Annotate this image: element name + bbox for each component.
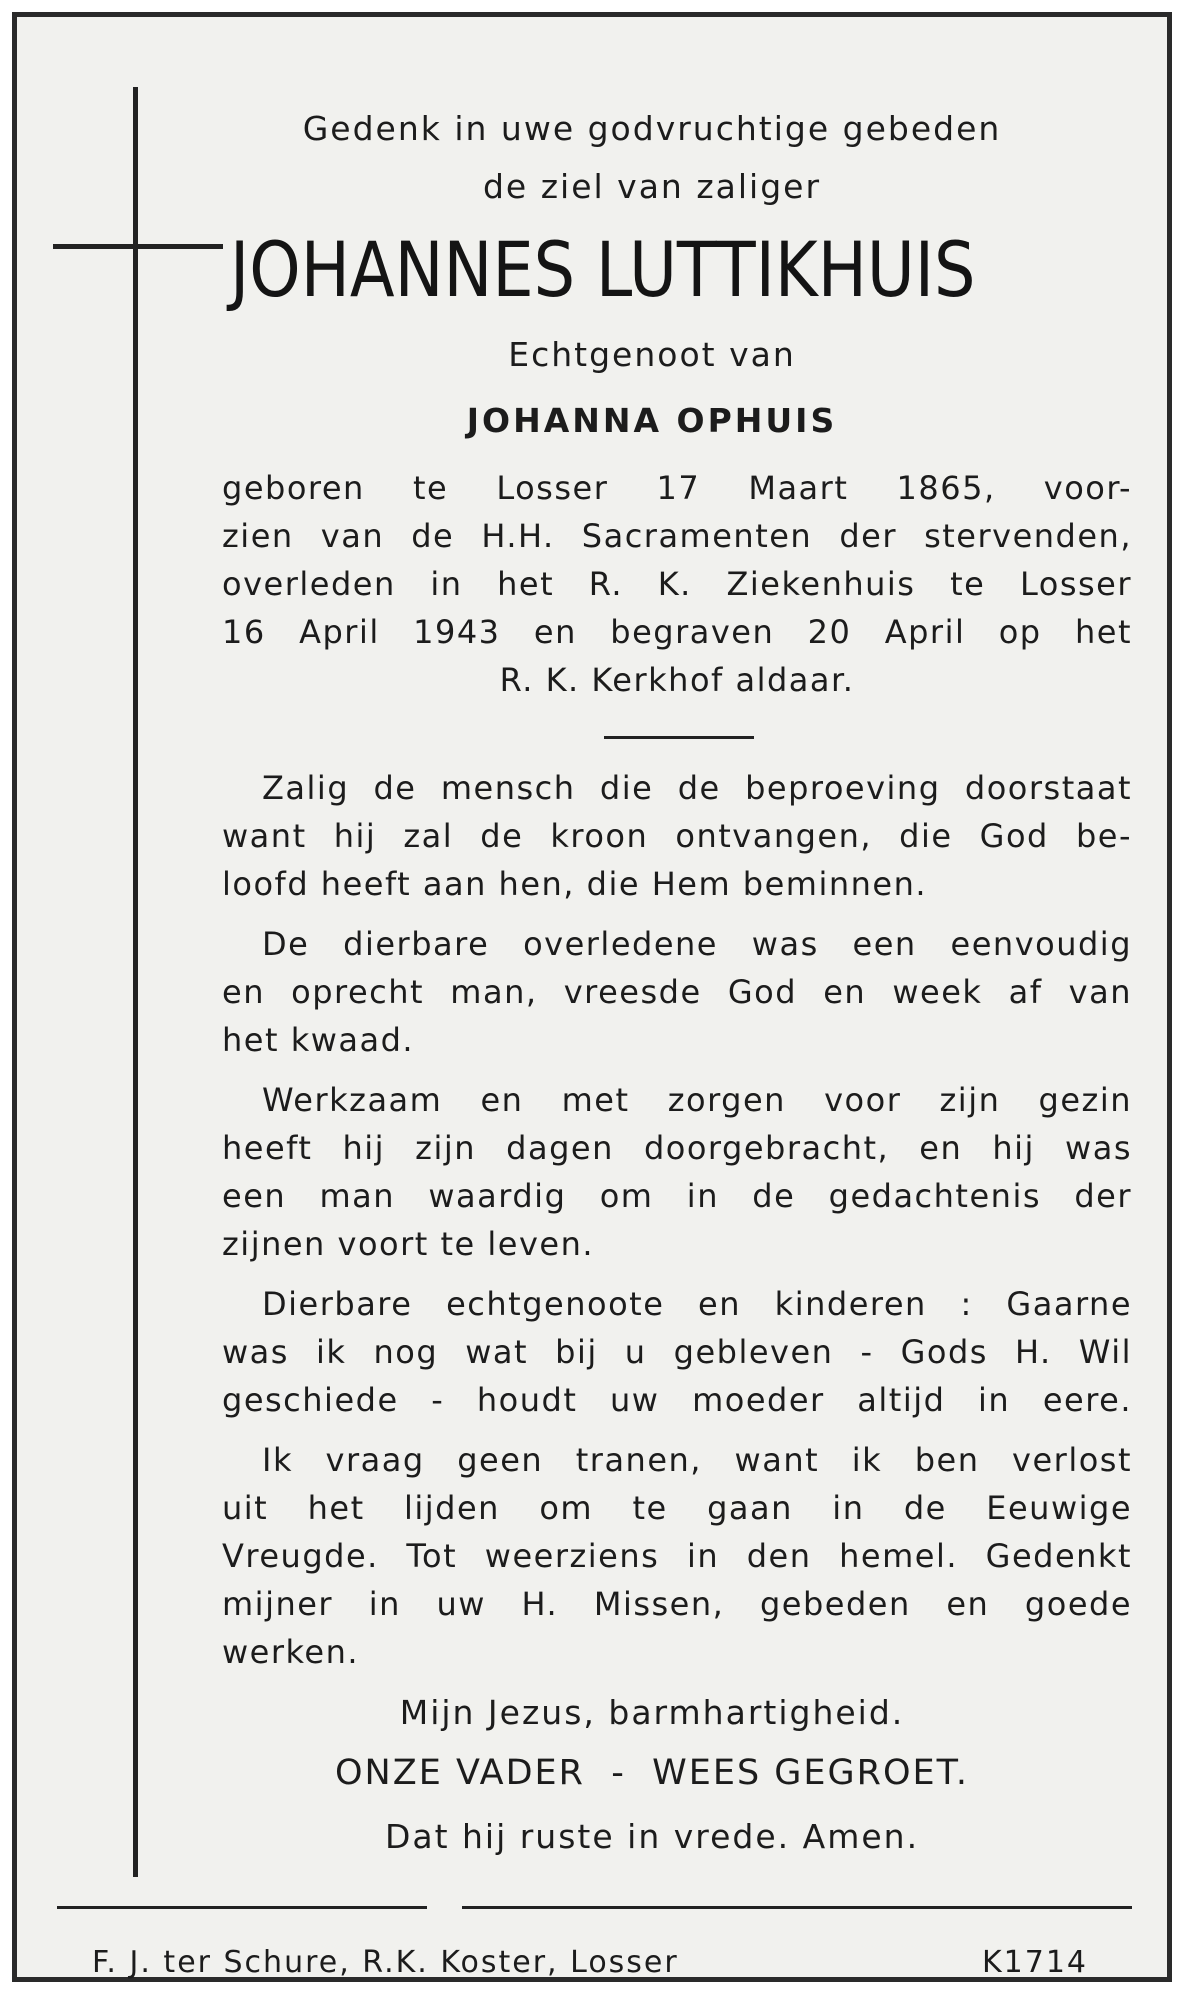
closing-line: Dat hij ruste in vrede. Amen. bbox=[384, 1817, 920, 1856]
memorial-card bbox=[12, 12, 1172, 1982]
spouse-name: JOHANNA OPHUIS bbox=[466, 401, 838, 440]
paragraph-line: Werkzaam en met zorgen voor zijn gezin bbox=[262, 1081, 1132, 1119]
bio-line: R. K. Kerkhof aldaar. bbox=[499, 661, 855, 699]
paragraph-line: Zalig de mensch die de beproeving doorstaat bbox=[262, 769, 1132, 807]
card-code: K1714 bbox=[982, 1945, 1089, 1980]
bio-line: geboren te Losser 17 Maart 1865, voor- bbox=[222, 469, 1132, 507]
cross-horizontal-bar bbox=[53, 244, 223, 249]
paragraph-line: Vreugde. Tot weerziens in den hemel. Gedenkt bbox=[222, 1537, 1132, 1575]
paragraph-line: De dierbare overledene was een eenvoudig bbox=[262, 925, 1132, 963]
invocation: Mijn Jezus, barmhartigheid. bbox=[399, 1693, 905, 1732]
spouse-label: Echtgenoot van bbox=[508, 335, 796, 374]
separator-rule bbox=[604, 736, 754, 739]
bio-line: overleden in het R. K. Ziekenhuis te Losser bbox=[222, 565, 1132, 603]
prayers: ONZE VADER - WEES GEGROET. bbox=[335, 1753, 969, 1793]
paragraph-line: loofd heeft aan hen, die Hem beminnen. bbox=[222, 865, 928, 903]
cross-vertical-bar bbox=[133, 87, 138, 1877]
paragraph-line: uit het lijden om te gaan in de Eeuwige bbox=[222, 1489, 1132, 1527]
paragraph-line: en oprecht man, vreesde God en week af van bbox=[222, 973, 1132, 1011]
paragraph-line: werken. bbox=[222, 1633, 360, 1671]
paragraph-line: heeft hij zijn dagen doorgebracht, en hij was bbox=[222, 1129, 1132, 1167]
intro-line-2: de ziel van zaliger bbox=[482, 167, 822, 206]
bio-line: zien van de H.H. Sacramenten der stervenden, bbox=[222, 517, 1132, 555]
footer-rule-left bbox=[57, 1906, 427, 1909]
paragraph-line: Dierbare echtgenoote en kinderen : Gaarne bbox=[262, 1285, 1132, 1323]
footer-rule-right bbox=[462, 1906, 1132, 1909]
paragraph-line: een man waardig om in de gedachtenis der bbox=[222, 1177, 1132, 1215]
intro-line-1: Gedenk in uwe godvruchtige gebeden bbox=[302, 109, 1002, 148]
paragraph-line: Ik vraag geen tranen, want ik ben verlost bbox=[262, 1441, 1132, 1479]
paragraph-line: het kwaad. bbox=[222, 1021, 415, 1059]
printer-credit: F. J. ter Schure, R.K. Koster, Losser bbox=[92, 1945, 679, 1980]
paragraph-line: want hij zal de kroon ontvangen, die God be- bbox=[222, 817, 1132, 855]
paragraph-line: geschiede - houdt uw moeder altijd in eere. bbox=[222, 1381, 1132, 1419]
bio-line: 16 April 1943 en begraven 20 April op het bbox=[222, 613, 1132, 651]
deceased-name: JOHANNES LUTTIKHUIS bbox=[230, 225, 976, 314]
paragraph-line: was ik nog wat bij u gebleven - Gods H. Wil bbox=[222, 1333, 1132, 1371]
paragraph-line: mijner in uw H. Missen, gebeden en goede bbox=[222, 1585, 1132, 1623]
paragraph-line: zijnen voort te leven. bbox=[222, 1225, 595, 1263]
